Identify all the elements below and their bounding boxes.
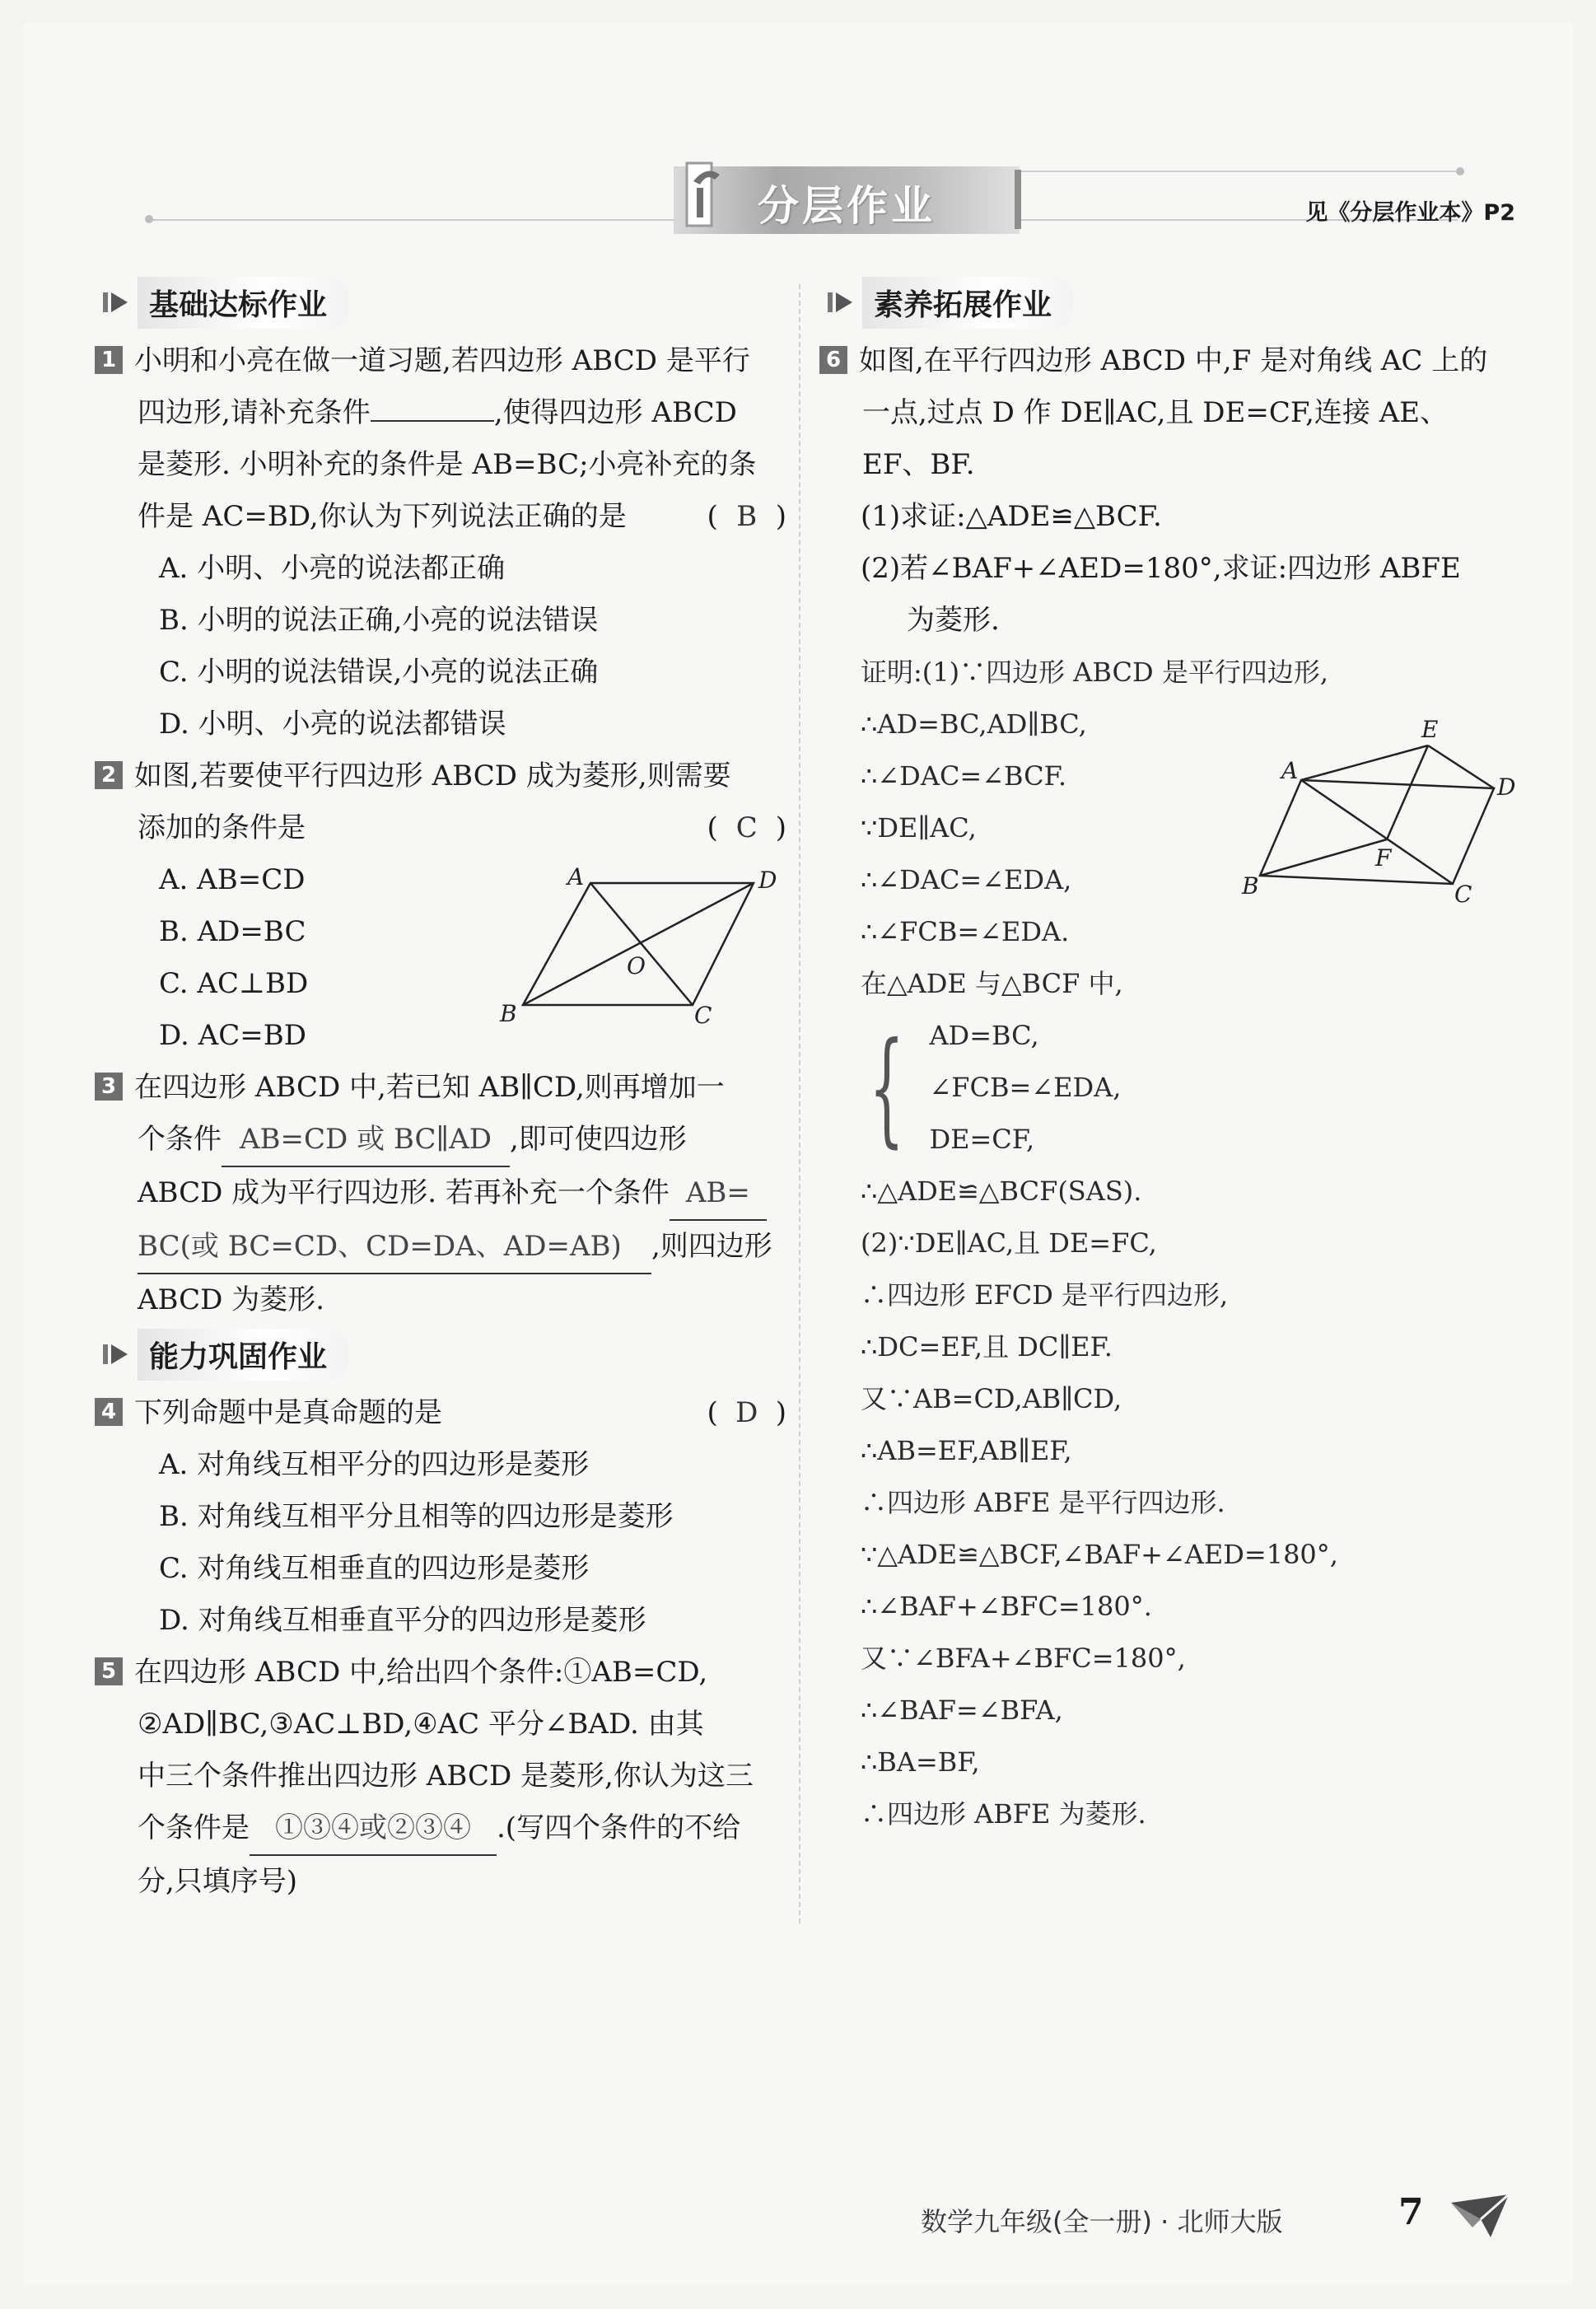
label-c: C — [694, 1002, 712, 1029]
answer-blank — [371, 420, 494, 422]
proof-line: ∴BA=BF, — [861, 1746, 980, 1778]
q2-option: D. AC=BD — [159, 1019, 306, 1052]
proof-line: 又∵AB=CD,AB∥CD, — [861, 1383, 1122, 1414]
proof-line: ∵DE∥AC, — [861, 812, 977, 844]
q3-fill-answer: AB= — [670, 1167, 767, 1221]
label-d: D — [1497, 774, 1516, 801]
q4-option: A. 对角线互相平分的四边形是菱形 — [159, 1448, 590, 1481]
q3-fill-answer: AB=CD 或 BC∥AD — [222, 1114, 510, 1167]
proof-line: ∴AB=EF,AB∥EF, — [861, 1435, 1072, 1466]
segment-bf — [1260, 839, 1387, 876]
q6-part1: (1)求证:△ADE≌△BCF. — [861, 500, 1162, 533]
q3-text: ,即可使四边形 — [510, 1123, 687, 1156]
arrow-tab-icon — [95, 281, 138, 324]
proof-line: ∴四边形 ABFE 是平行四边形. — [861, 1487, 1225, 1518]
column-divider — [799, 284, 800, 1923]
question-number: 3 — [95, 1073, 123, 1101]
q2-option: B. AD=BC — [159, 915, 306, 948]
q5-text: 个条件是 — [138, 1811, 250, 1844]
proof-line: ∴∠DAC=∠EDA, — [861, 864, 1072, 895]
q4-text: 下列命题中是真命题的是 — [134, 1396, 442, 1429]
answer-letter: B — [736, 500, 758, 533]
q5-text: .(写四个条件的不给 — [497, 1811, 741, 1844]
q1-text: 四边形,请补充条件 — [138, 396, 371, 429]
q5-fill-answer: ①③④或②③④ — [250, 1802, 497, 1856]
q1-line2 — [95, 387, 786, 439]
q4-line1 — [95, 1387, 786, 1439]
proof-line: AD=BC, — [929, 1020, 1039, 1051]
diagonal-ac — [590, 883, 693, 1005]
label-d: D — [758, 867, 777, 894]
q1-option: A. 小明、小亮的说法都正确 — [159, 552, 506, 585]
question-number: 6 — [819, 346, 847, 374]
answer-letter: C — [735, 811, 758, 844]
segment-ef — [1387, 746, 1428, 839]
banner-edge — [1015, 170, 1021, 229]
segment-ae — [1301, 746, 1428, 780]
q3-text: 在四边形 ABCD 中,若已知 AB∥CD,则再增加一 — [134, 1071, 725, 1104]
question-number: 4 — [95, 1398, 123, 1426]
segment-ed — [1428, 746, 1494, 788]
q6-line3: EF、BF. — [862, 448, 975, 481]
proof-line: ∵△ADE≌△BCF,∠BAF+∠AED=180°, — [861, 1539, 1338, 1570]
proof-line: ∴△ADE≌△BCF(SAS). — [861, 1176, 1142, 1207]
q4-answer: ( D ) — [707, 1387, 786, 1439]
q4-option: B. 对角线互相平分且相等的四边形是菱形 — [159, 1500, 674, 1533]
q3-line4 — [95, 1221, 786, 1274]
q2-parallelogram-figure — [498, 863, 778, 1028]
q4-option: D. 对角线互相垂直平分的四边形是菱形 — [159, 1604, 646, 1637]
q1-text: 件是 AC=BD,你认为下列说法正确的是 — [138, 500, 627, 533]
q5-line5: 分,只填序号) — [138, 1865, 298, 1898]
q3-fill-answer: BC(或 BC=CD、CD=DA、AD=AB) — [138, 1221, 651, 1274]
label-b: B — [1242, 872, 1259, 900]
section-title: 能力巩固作业 — [138, 1329, 348, 1381]
q5-line4 — [95, 1802, 786, 1856]
right-column — [819, 276, 1511, 1840]
banner-title: 分层作业 — [758, 182, 936, 230]
proof-line: ∴四边形 EFCD 是平行四边形, — [861, 1279, 1229, 1311]
q5-text: 在四边形 ABCD 中,给出四个条件:①AB=CD, — [134, 1656, 708, 1689]
proof-line: (2)∵DE∥AC,且 DE=FC, — [861, 1227, 1157, 1259]
q3-text: 个条件 — [138, 1123, 222, 1156]
q3-line2 — [95, 1114, 786, 1167]
q6-line1 — [819, 335, 1511, 387]
q6-parallelogram-figure — [1242, 713, 1514, 906]
proof-line: 在△ADE 与△BCF 中, — [861, 968, 1123, 999]
header-rule-right — [1021, 171, 1458, 172]
section-title: 素养拓展作业 — [862, 277, 1073, 329]
q5-line1 — [95, 1647, 786, 1699]
question-number: 1 — [95, 346, 123, 374]
proof-line: ∴∠BAF+∠BFC=180°. — [861, 1591, 1152, 1622]
q3-line5: ABCD 为菱形. — [138, 1283, 325, 1316]
q5-line3: 中三个条件推出四边形 ABCD 是菱形,你认为这三 — [138, 1760, 754, 1793]
question-number: 5 — [95, 1657, 123, 1685]
q6-part2: (2)若∠BAF+∠AED=180°,求证:四边形 ABFE — [861, 552, 1461, 585]
q1-option: D. 小明、小亮的说法都错误 — [159, 708, 506, 741]
q1-text: 小明和小亮在做一道习题,若四边形 ABCD 是平行 — [134, 344, 750, 377]
q3-text: ABCD 成为平行四边形. 若再补充一个条件 — [138, 1176, 670, 1209]
q2-line2 — [95, 802, 786, 854]
q4-option: C. 对角线互相垂直的四边形是菱形 — [159, 1552, 590, 1585]
proof-line: DE=CF, — [929, 1124, 1035, 1155]
section-header-ability — [95, 1328, 786, 1381]
q2-text: 添加的条件是 — [138, 811, 306, 844]
section-header-basic — [95, 276, 786, 329]
q3-line1 — [95, 1062, 786, 1114]
header-dot-right — [1456, 167, 1464, 175]
proof-system — [819, 1010, 1511, 1166]
header-dot-left — [145, 215, 153, 223]
proof-line: ∴四边形 ABFE 为菱形. — [861, 1798, 1146, 1830]
proof-line: ∠FCB=∠EDA, — [929, 1072, 1122, 1103]
q1-text: ,使得四边形 ABCD — [493, 396, 737, 429]
question-number: 2 — [95, 761, 123, 789]
q5-line2: ②AD∥BC,③AC⊥BD,④AC 平分∠BAD. 由其 — [138, 1708, 704, 1741]
section-title: 基础达标作业 — [138, 277, 348, 329]
paper-plane-icon — [1448, 2191, 1512, 2241]
workbook-reference: 见《分层作业本》P2 — [1305, 200, 1515, 226]
q6-part2-cont: 为菱形. — [907, 604, 1000, 637]
q2-option: A. AB=CD — [159, 863, 306, 896]
q1-line4 — [95, 491, 786, 543]
proof-line: ∴∠DAC=∠BCF. — [861, 760, 1067, 792]
arrow-tab-icon — [819, 281, 862, 324]
q2-option: C. AC⊥BD — [159, 967, 309, 1000]
answer-letter: D — [735, 1396, 758, 1429]
proof-line: ∴DC=EF,且 DC∥EF. — [861, 1331, 1113, 1362]
q6-line2: 一点,过点 D 作 DE∥AC,且 DE=CF,连接 AE、 — [862, 396, 1449, 429]
q1-option: B. 小明的说法正确,小亮的说法错误 — [159, 604, 599, 637]
q1-line1 — [95, 335, 786, 387]
label-o: O — [627, 952, 646, 979]
q1-answer: ( B ) — [707, 491, 786, 543]
left-brace: { — [869, 1016, 905, 1160]
footer-book-title: 数学九年级(全一册) · 北师大版 — [921, 2206, 1283, 2237]
q2-line1 — [95, 750, 786, 802]
label-b: B — [500, 1000, 517, 1027]
q6-text: 如图,在平行四边形 ABCD 中,F 是对角线 AC 上的 — [859, 344, 1488, 377]
label-e: E — [1421, 716, 1439, 743]
proof-line: ∴AD=BC,AD∥BC, — [861, 708, 1087, 740]
q1-option: C. 小明的说法错误,小亮的说法正确 — [159, 656, 599, 689]
page-number: 7 — [1398, 2191, 1424, 2233]
q1-line3: 是菱形. 小明补充的条件是 AB=BC;小亮补充的条 — [138, 448, 757, 481]
q2-text: 如图,若要使平行四边形 ABCD 成为菱形,则需要 — [134, 760, 731, 792]
proof-system-lines — [929, 1010, 1121, 1166]
left-column — [95, 276, 786, 1908]
q3-line3 — [95, 1167, 786, 1221]
arrow-tab-icon — [95, 1333, 138, 1376]
label-c: C — [1454, 881, 1472, 908]
q2-answer: ( C ) — [707, 802, 786, 854]
proof-line: ∴∠BAF=∠BFA, — [861, 1694, 1063, 1726]
section-header-extension — [819, 276, 1511, 329]
label-a: A — [567, 863, 585, 890]
proof-line: ∴∠FCB=∠EDA. — [861, 916, 1070, 947]
bookmark-icon — [682, 157, 730, 231]
label-a: A — [1281, 757, 1299, 784]
proof-line: 证明:(1)∵四边形 ABCD 是平行四边形, — [861, 657, 1328, 688]
label-f: F — [1375, 844, 1392, 872]
q3-text: ,则四边形 — [651, 1230, 772, 1263]
proof-line: 又∵∠BFA+∠BFC=180°, — [861, 1643, 1186, 1674]
